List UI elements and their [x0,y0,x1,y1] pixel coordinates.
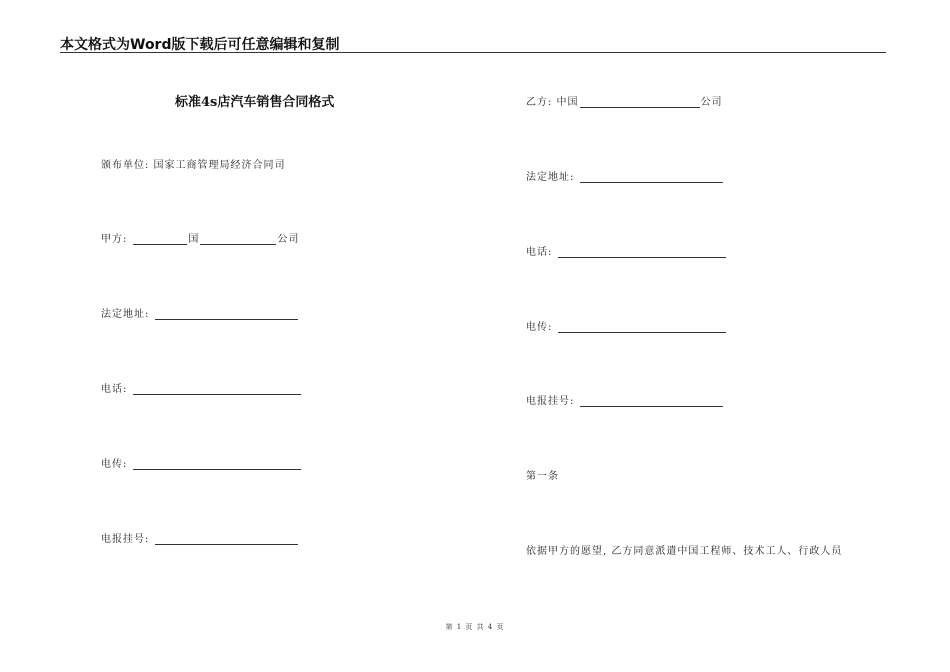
party-b-telegram-line [526,392,724,407]
party-b-phone-blank[interactable] [558,247,726,258]
article-one-text: 依据甲方的愿望, 乙方同意派遣中国工程师、技术工人、行政人员 [526,546,843,557]
article-one-heading [526,467,559,482]
party-a-phone-line [101,380,302,395]
party-b-address-line [526,168,724,183]
party-a-telegram-line [101,530,299,545]
party-a-country-blank[interactable] [133,234,187,245]
header-divider [60,52,886,53]
party-b-telegram-blank[interactable] [580,396,723,407]
party-b-address-label: 法定地址: [526,172,575,183]
party-b-phone-label: 电话: [526,247,553,258]
party-a-company-blank[interactable] [200,234,276,245]
party-a-phone-blank[interactable] [133,384,301,395]
party-b-fax-blank[interactable] [558,322,726,333]
party-b-line [526,93,723,108]
party-a-label: 甲方: [101,234,128,245]
party-b-label: 乙方: 中国 [526,97,579,108]
issuer-line [101,156,286,171]
party-b-address-blank[interactable] [580,172,723,183]
party-a-line [101,230,299,245]
document-title: 标准4s店汽车销售合同格式 [175,95,335,110]
party-a-suffix: 公司 [277,234,300,245]
party-a-address-blank[interactable] [155,309,298,320]
party-a-fax-label: 电传: [101,459,128,470]
issuer-text: 颁布单位: 国家工商管理局经济合同司 [101,160,286,171]
document-header-title: 本文格式为Word版下载后可任意编辑和复制 [60,37,340,53]
party-a-fax-line [101,455,302,470]
party-b-telegram-label: 电报挂号: [526,396,575,407]
page-footer: 第 1 页 共 4 页 [445,623,505,631]
party-b-company-blank[interactable] [580,97,700,108]
party-a-phone-label: 电话: [101,384,128,395]
party-a-address-line [101,305,299,320]
party-b-fax-label: 电传: [526,322,553,333]
party-b-fax-line [526,318,727,333]
party-b-suffix: 公司 [700,97,723,108]
party-a-fax-blank[interactable] [133,459,301,470]
party-a-mid-text: 国 [188,234,200,245]
party-b-phone-line [526,243,727,258]
party-a-telegram-blank[interactable] [155,534,298,545]
party-a-telegram-label: 电报挂号: [101,534,150,545]
party-a-address-label: 法定地址: [101,309,150,320]
article-one-title: 第一条 [526,471,559,482]
article-one-body [526,542,842,557]
